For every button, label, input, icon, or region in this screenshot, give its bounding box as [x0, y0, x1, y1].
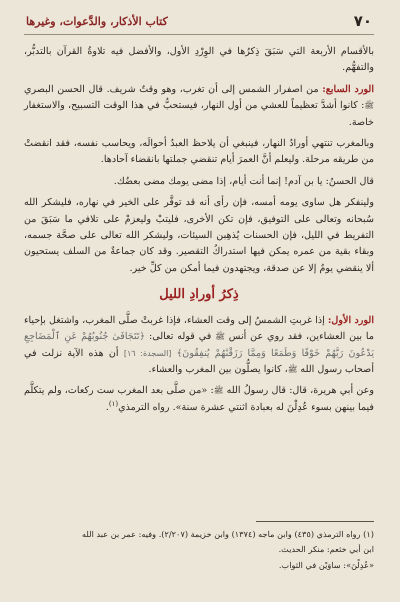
- wird-label: الورد السابع:: [322, 83, 374, 95]
- paragraph: وعن أبي هريرة، قال: قال رسولُ الله ﷺ: «من صلَّى بعد المغرب ست ركعات، ولم يتكلَّم فيما بينهن بسوء عُدِلْنَ له بعبادة اثنتي عشرة سنة». رواه الترمذي$^{(١)}$.: [24, 385, 374, 413]
- page-number: ٧٠: [353, 12, 372, 30]
- footnote-divider: [256, 521, 374, 522]
- paragraph: قال الحسنُ: يا بن آدم! إنما أنت أيام، إذا مضى يومك مضى بعضُك.: [113, 175, 374, 187]
- honorific-symbol: ﷺ: [287, 364, 298, 374]
- quran-verse: ﴿تَتَجَافَىٰ جُنُوبُهُمْ عَنِ ٱلْمَضَاجِعِ يَدْعُونَ رَبَّهُمْ خَوْفًا وَطَمَعًا وَمِمَّا رَزَقْنَٰهُمْ يُنفِقُونَ﴾: [24, 331, 374, 359]
- running-title: كتاب الأذكار، والدَّعوات، وغيرها: [26, 15, 168, 28]
- page-header: [24, 14, 374, 35]
- honorific-symbol: ﷺ: [364, 101, 374, 111]
- section-title: ذِكرُ أورادِ الليل: [159, 287, 239, 303]
- paragraph: وبالمغرب تنتهي أورادُ النهار، فينبغي أن يلاحظ العبدُ أحوالَه، ويحاسب نفسه، فقد انقضتْ من طريقه مرحلة. وليعلم أنَّ العمرَ أيام تنقضي جملتها بانقضاء آحادها.: [24, 138, 374, 166]
- paragraph: الورد السابع: من اصفرار الشمس إلى أن تغرب، وهو وقتٌ شريف. قال الحسن البصري ﷺ: كانوا أشدَّ تعظيماً للعشي من أول النهار، فيستحبُّ في هذا الوقت التسبيح، والاستغفار خاصة.: [24, 83, 374, 128]
- paragraph: الورد الأول: إذا غربتِ الشمسُ إلى وقت العشاء، فإذا غربتْ صلَّى المغرب، واشتغل بإحياء ما بين العشاءين، فقد روي عن أنس ﷺ في قوله تعالى: ﴿تَتَجَافَىٰ جُنُوبُهُمْ عَنِ ٱلْمَضَاجِعِ يَدْعُونَ رَبَّهُمْ خَوْفًا وَطَمَعًا وَمِمَّا رَزَقْنَٰهُمْ يُنفِقُونَ﴾ [السجدة: ١٦] أن هذه الآية نزلت في أصحاب رسول الله ﷺ، كانوا يصلُّون بين المغرب والعشاء.: [24, 314, 374, 375]
- footnote-line: (١) رواه الترمذي (٤٣٥) وابن ماجه (١٣٧٤) وابن خزيمة (٢/٢٠٧). وفيه: عمر بن عبد الله: [82, 529, 374, 539]
- footnote-line: ابن أبي خثعم: منكر الحديث.: [278, 544, 374, 555]
- verse-reference: [السجدة: ١٦]: [123, 348, 172, 358]
- footnotes: [24, 527, 374, 573]
- page-body: [24, 44, 374, 421]
- paragraph: بالأقسام الأربعة التي سَبَقَ ذِكرُها في الوِرْدِ الأول، والأفضل فيه تلاوةُ القرآن بالتدبُّر، والتفهُّم.: [24, 46, 374, 74]
- footnote-line: «عُدِلْنَ»: ساوَيْن في الثواب.: [278, 559, 374, 570]
- honorific-symbol: ﷺ: [215, 332, 225, 342]
- footnote-marker[interactable]: (١): [108, 399, 119, 408]
- paragraph: ولينفكر هل ساوى يومه أمسه، فإن رأى أنه قد توفَّر على الخير في نهاره، فليشكر الله سُبحانه وتعالى على التوفيق، فإن تكن الأخرى، فليتبْ وليعزمْ على تلافي ما سَبَقَ من التفريط في الليل، فإن الحسنات يُذهِبن السيئات، وليشكر الله تعالى على صحَّة جسمه، وبقاء بقية من عمره يمكن فيها استدراكُ التقصير. وقد كان جماعةٌ من السلف يستحيون ألا ينقضي يومٌ إلا عن صدقة، ويجتهدون فيما أمكن من كلِّ خير.: [24, 197, 374, 274]
- honorific-symbol: ﷺ: [213, 386, 224, 396]
- wird-label: الورد الأول:: [327, 314, 374, 326]
